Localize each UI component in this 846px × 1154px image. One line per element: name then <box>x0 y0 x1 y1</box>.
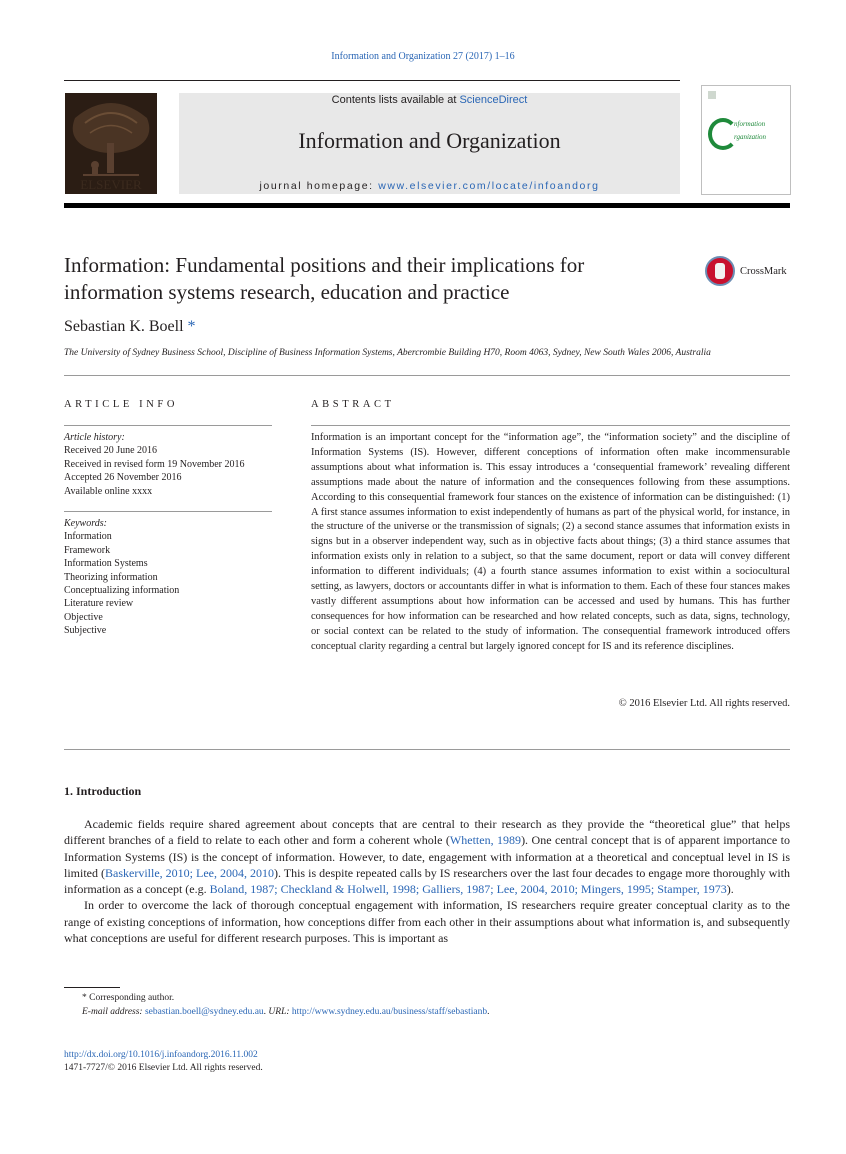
footnote-rule <box>64 987 120 988</box>
citation-link[interactable]: Baskerville, 2010; Lee, 2004, 2010 <box>105 865 274 880</box>
footnote <box>64 991 790 1019</box>
keyword-item: Theorizing information <box>64 571 158 583</box>
history-label: Article history: <box>64 432 125 443</box>
intro-text: ). This is despite repeated calls by IS researchers over the last four decades to engage more thoroughly with information as a concept (e.g. <box>64 865 790 897</box>
journal-cover-thumbnail[interactable] <box>701 85 791 195</box>
history-item: Received 20 June 2016 <box>64 445 158 457</box>
header-rule <box>64 80 680 81</box>
intro-text: ). One central concept that is of apparent importance to Information Systems (IS) is the concept of information. However, to date, engagement with information at a theoretical and conceptual level in IS is limited ( <box>64 833 791 880</box>
contents-prefix: Contents lists available at <box>331 94 460 106</box>
homepage-link[interactable]: www.elsevier.com/locate/infoandorg <box>378 180 600 192</box>
citation-link[interactable]: Whetten, 1989 <box>449 833 522 848</box>
intro-paragraph-2: In order to overcome the lack of thorough conceptual engagement with information, IS researchers require greater conceptual clarity as to the range of existing conceptions of information, how conceptions differ from each other in their assumptions about what information is, and subsequently what conceptions are useful for different research purposes. This is important as <box>64 898 790 946</box>
email-link[interactable]: sebastian.boell@sydney.edu.au <box>144 1007 264 1017</box>
elsevier-logo <box>65 93 157 194</box>
citation-link[interactable]: Boland, 1987; Checkland & Holwell, 1998; Galliers, 1987; Lee, 2004, 2010; Mingers, 1995; Stamper, 1973 <box>209 882 727 897</box>
contents-line <box>179 94 680 106</box>
masthead-rule <box>64 203 790 208</box>
article-history <box>64 431 272 498</box>
keywords-rule <box>64 511 272 512</box>
keyword-item: Literature review <box>64 598 134 610</box>
intro-text: Academic fields require shared agreement about concepts that are central to their research as they provide the “theoretical glue” that helps different branches of a field to relate to each other and form a coherent whole ( <box>64 817 790 848</box>
keyword-item: Objective <box>64 611 103 623</box>
crossmark-badge[interactable] <box>705 256 795 290</box>
keyword-item: Conceptualizing information <box>64 585 180 597</box>
affiliation-rule <box>64 375 790 376</box>
keywords-list <box>64 517 272 638</box>
history-item: Received in revised form 19 November 2016 <box>64 458 245 470</box>
homepage-prefix: journal homepage: <box>259 180 379 192</box>
abstract-text: Information is an important concept for the “information age”, the “information society” and the discipline of Information Systems (IS). However, different conceptions of information often make incommensurable assumptions about what information is. This essay introduces a ‘consequential framework’ revealing different assumptions made about the nature of information and the consequences following from these assumptions. According to this consequential framework four stances on the existence of information can be distinguished: (1) A first stance assumes information to exist independently of humans as part of the physical world, for instance, in the structure of the universe or the transmission of signals; (2) a second stance assumes that information exists in signs but in a observer independent way, such as in objective facts about things; (3) a third stance assumes that information exists only in relation to a subject, so that the same document, report or data will convey different information to different individuals; (4) a fourth stance assumes information to exist within a sociocultural setting, as lawyers, doctors or accountants differ in what is information to them. Each of these four stances makes vastly different assumptions about how information can be accessed and used by humans. This has further consequences for how information can be researched and how related concepts, such as data, signs, technology, or social context can be related to the study of information. The consequential framework introduced offers conceptual clarity regarding a central but largely ignored concept for IS and its reference disciplines. <box>311 432 790 652</box>
sciencedirect-link[interactable]: ScienceDirect <box>459 94 528 106</box>
keyword-item: Information Systems <box>64 558 148 570</box>
email-label: E-mail address: <box>82 1007 143 1017</box>
abstract-heading: ABSTRACT <box>311 399 395 410</box>
keyword-item: Framework <box>64 544 111 556</box>
url-label: URL: <box>268 1007 290 1017</box>
doi-link[interactable]: http://dx.doi.org/10.1016/j.infoandorg.2016.11.002 <box>64 1050 258 1060</box>
issn-line: 1471-7727/© 2016 Elsevier Ltd. All rights reserved. <box>64 1063 263 1073</box>
section-heading-introduction: 1. Introduction <box>64 784 142 798</box>
intro-text: ). <box>726 882 734 897</box>
author-name: Sebastian K. Boell <box>64 318 184 335</box>
homepage-line <box>179 180 680 192</box>
footnote-mark: * <box>82 993 87 1003</box>
corresponding-author-note <box>64 991 790 1005</box>
article-info-rule <box>64 425 272 426</box>
introduction-body <box>64 816 790 946</box>
abstract-copyright: © 2016 Elsevier Ltd. All rights reserved. <box>618 698 790 709</box>
doi-block <box>64 1049 263 1075</box>
crossmark-label: CrossMark <box>740 266 787 277</box>
cover-logo-icon <box>708 91 716 99</box>
journal-title: Information and Organization <box>298 128 561 153</box>
elsevier-wordmark: ELSEVIER <box>80 177 142 192</box>
history-item: Accepted 26 November 2016 <box>64 472 182 484</box>
keywords-label: Keywords: <box>64 518 107 529</box>
author-line <box>64 318 196 336</box>
corresponding-author-mark[interactable]: * <box>187 318 196 335</box>
intro-paragraph-1 <box>64 816 790 897</box>
article-title: Information: Fundamental positions and their implications for information systems research, education and practice <box>64 253 585 304</box>
journal-reference[interactable]: Information and Organization 27 (2017) 1–16 <box>331 51 515 62</box>
journal-masthead <box>179 93 680 194</box>
keyword-item: Information <box>64 531 112 543</box>
cover-text-information: nformation <box>734 120 766 128</box>
author-affiliation: The University of Sydney Business School, Discipline of Business Information Systems, Abercrombie Building H70, Room 4063, Sydney, New South Wales 2006, Australia <box>64 348 711 358</box>
article-info-heading: ARTICLE INFO <box>64 399 179 410</box>
contact-line: E-mail address: sebastian.boell@sydney.edu.au. URL: http://www.sydney.edu.au/business/staff/sebastianb. <box>82 1007 490 1017</box>
cover-text-organization: rganization <box>734 133 767 141</box>
url-link[interactable]: http://www.sydney.edu.au/business/staff/sebastianb <box>291 1007 488 1017</box>
keyword-item: Subjective <box>64 625 107 637</box>
history-item: Available online xxxx <box>64 485 153 497</box>
body-rule <box>64 749 790 750</box>
crossmark-icon <box>705 256 735 286</box>
footnote-corresponding: Corresponding author. <box>89 993 175 1003</box>
abstract-rule <box>311 425 790 426</box>
